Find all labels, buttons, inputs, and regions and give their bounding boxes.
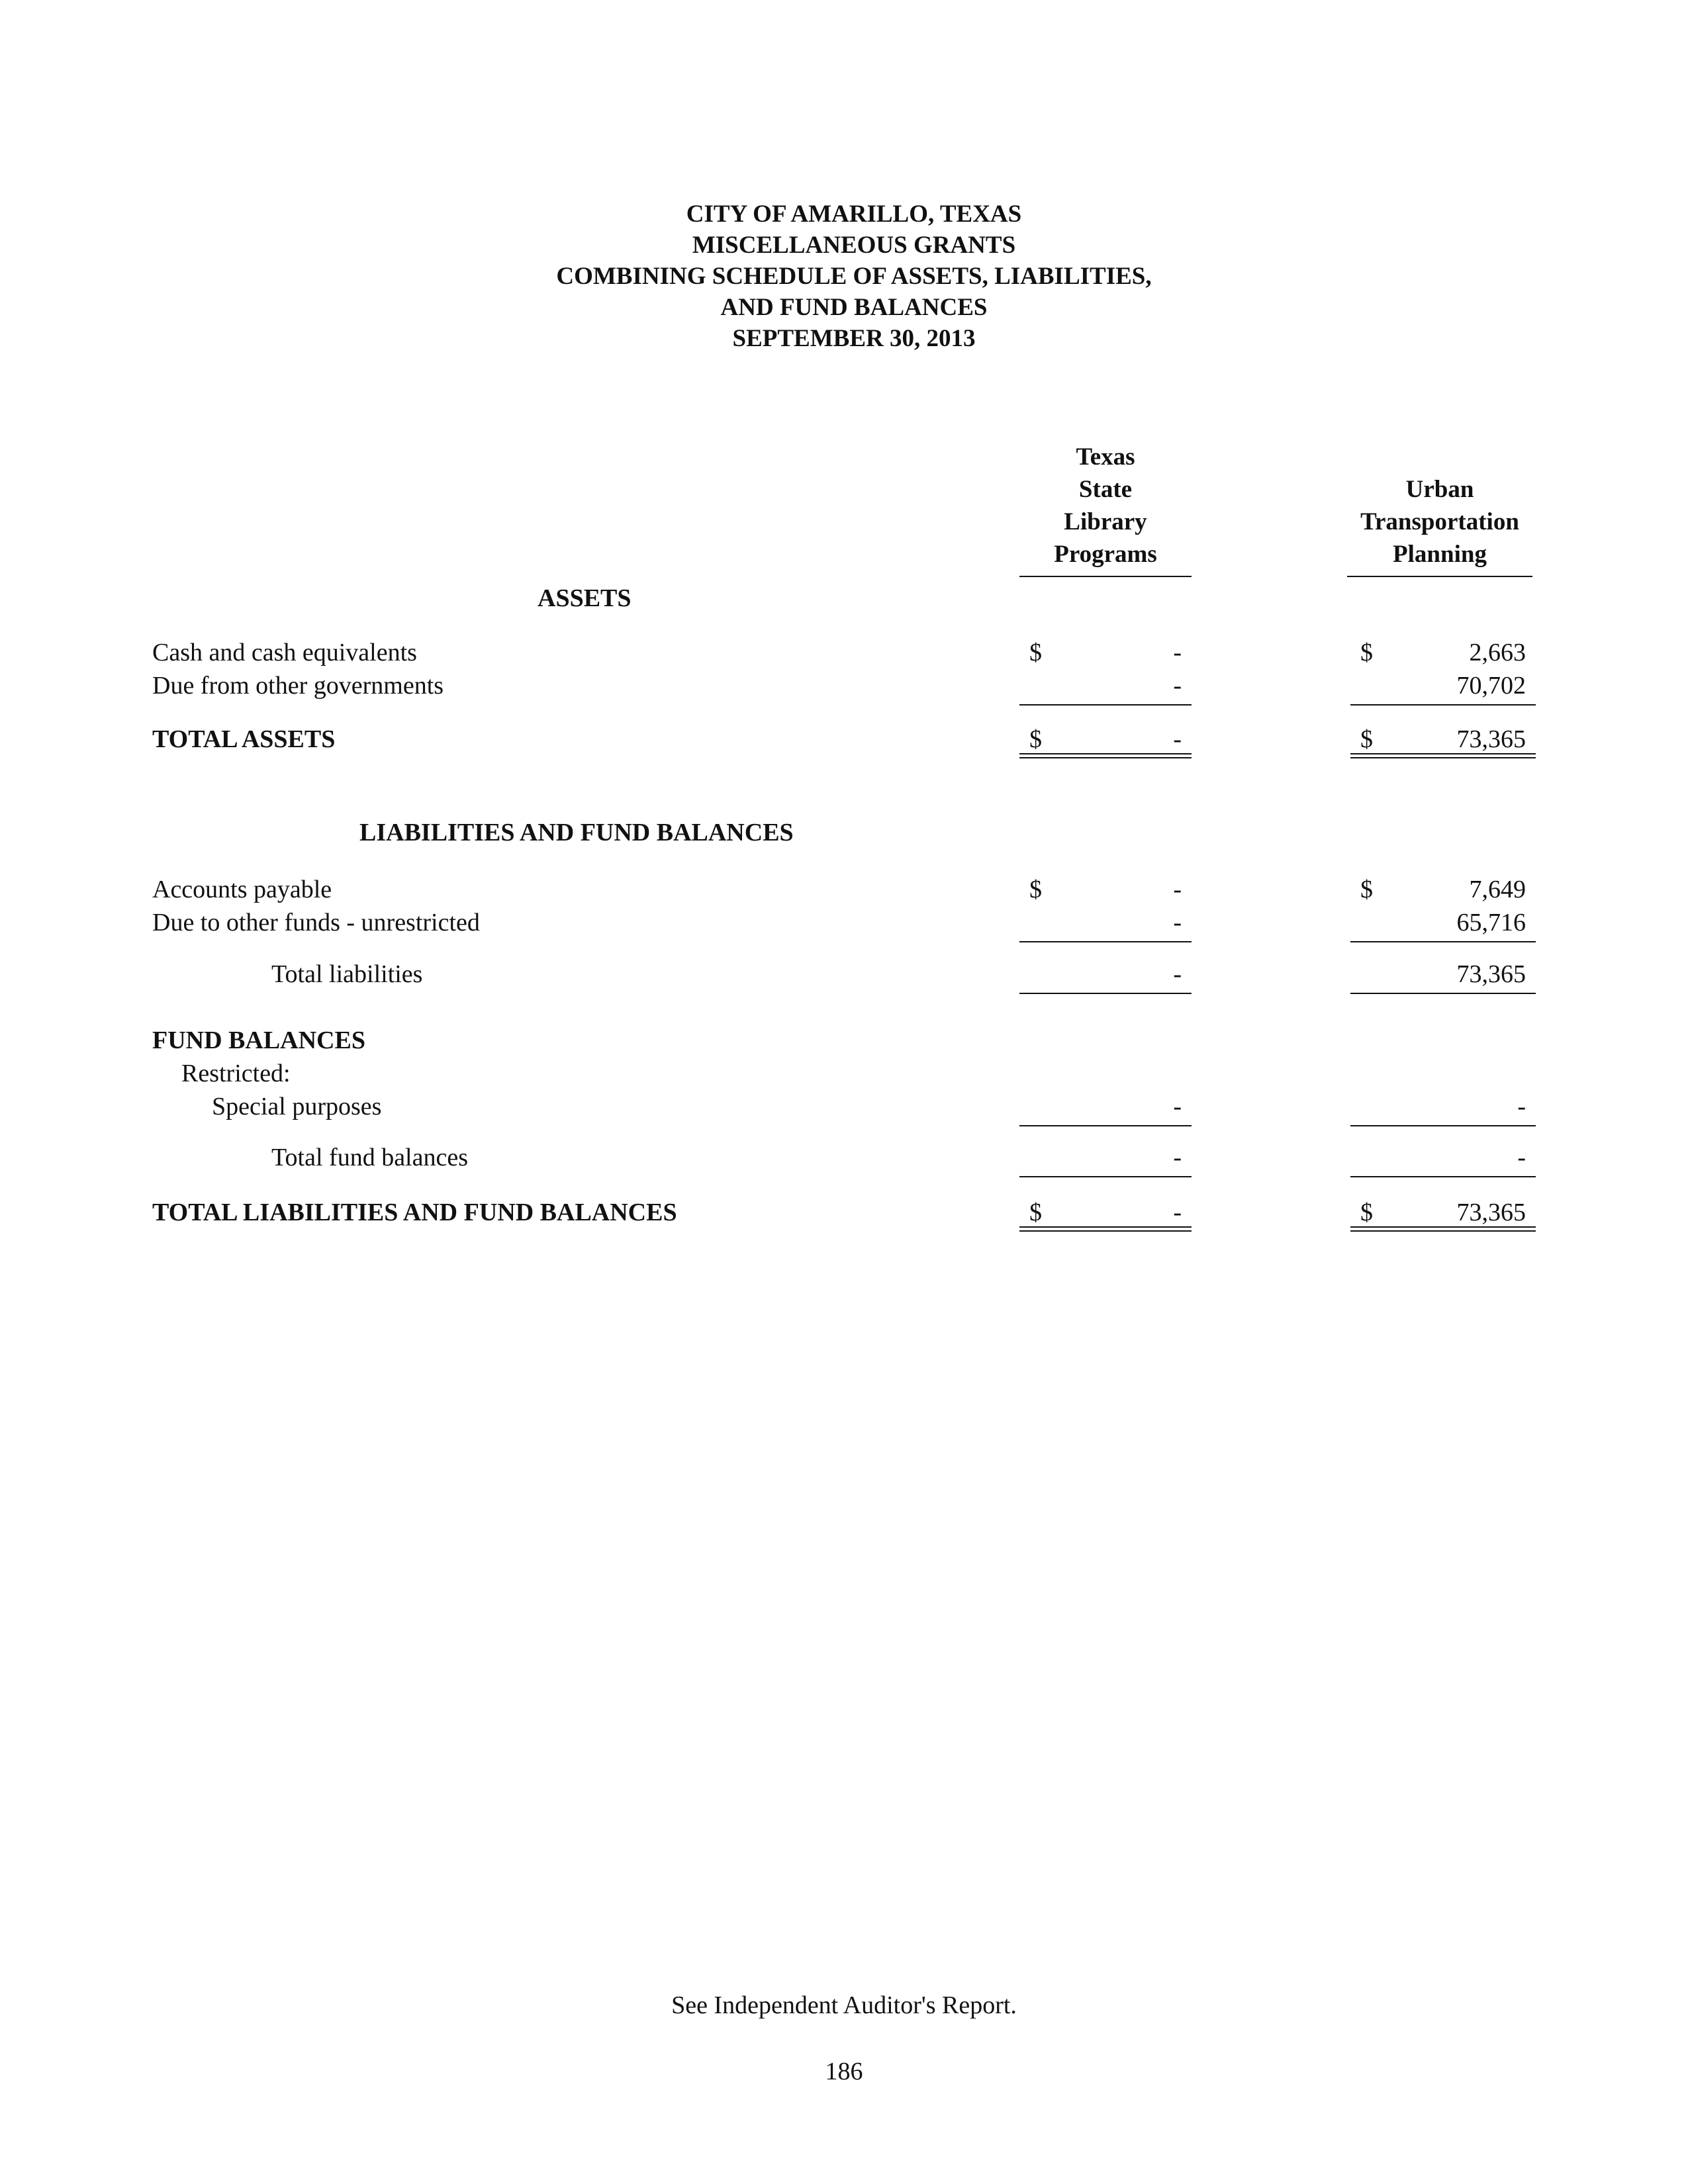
cell-total-fund-balances-col2: -	[1517, 1144, 1526, 1171]
total-double-rule	[1019, 753, 1192, 758]
row-label-total-assets: TOTAL ASSETS	[152, 725, 336, 753]
cell-special-purposes-col1: -	[1173, 1093, 1182, 1120]
row-label-total-liabilities: Total liabilities	[271, 960, 423, 988]
cell-total-liab-fund-col1: -	[1173, 1199, 1182, 1226]
row-label-due-to: Due to other funds - unrestricted	[152, 909, 480, 936]
cell-accounts-payable-col1: -	[1173, 876, 1182, 903]
subtotal-rule	[1019, 1176, 1192, 1177]
document-title	[0, 199, 1688, 354]
section-heading-fund-balances: FUND BALANCES	[152, 1026, 365, 1054]
column-header-underline	[1347, 576, 1532, 577]
title-line-schedule-cont: AND FUND BALANCES	[720, 294, 988, 321]
subtotal-rule	[1350, 704, 1536, 705]
cell-total-assets-col2: 73,365	[1456, 725, 1526, 753]
total-double-rule	[1350, 1226, 1536, 1232]
section-heading-liabilities: LIABILITIES AND FUND BALANCES	[359, 819, 794, 846]
subtotal-rule	[1350, 1176, 1536, 1177]
row-label-due-from: Due from other governments	[152, 672, 444, 700]
total-double-rule	[1350, 753, 1536, 758]
row-label-restricted: Restricted:	[181, 1060, 291, 1087]
currency-symbol: $	[1360, 876, 1373, 903]
subtotal-rule	[1019, 1125, 1192, 1126]
cell-total-fund-balances-col1: -	[1173, 1144, 1182, 1171]
cell-due-to-col1: -	[1173, 909, 1182, 936]
cell-special-purposes-col2: -	[1517, 1093, 1526, 1120]
currency-symbol: $	[1029, 876, 1042, 903]
cell-total-assets-col1: -	[1173, 725, 1182, 753]
total-double-rule	[1019, 1226, 1192, 1232]
currency-symbol: $	[1360, 639, 1373, 666]
cell-due-from-col1: -	[1173, 672, 1182, 700]
row-label-accounts-payable: Accounts payable	[152, 876, 332, 903]
cell-due-to-col2: 65,716	[1456, 909, 1526, 936]
row-label-special-purposes: Special purposes	[212, 1093, 382, 1120]
cell-accounts-payable-col2: 7,649	[1469, 876, 1526, 903]
cell-total-liabilities-col1: -	[1173, 960, 1182, 988]
column-header-underline	[1019, 576, 1192, 577]
currency-symbol: $	[1029, 1199, 1042, 1226]
cell-total-liab-fund-col2: 73,365	[1456, 1199, 1526, 1226]
column-header-urban-transportation: Urban Transportation Planning	[1347, 473, 1532, 570]
title-line-date: SEPTEMBER 30, 2013	[732, 325, 976, 352]
row-label-total-fund-balances: Total fund balances	[271, 1144, 469, 1171]
cell-cash-col2: 2,663	[1469, 639, 1526, 666]
title-line-fund: MISCELLANEOUS GRANTS	[692, 232, 1016, 259]
subtotal-rule	[1019, 993, 1192, 994]
currency-symbol: $	[1029, 725, 1042, 753]
subtotal-rule	[1350, 993, 1536, 994]
subtotal-rule	[1350, 1125, 1536, 1126]
column-header-texas-state-library: Texas State Library Programs	[1019, 441, 1192, 570]
row-label-total-liabilities-fund-balances: TOTAL LIABILITIES AND FUND BALANCES	[152, 1199, 677, 1226]
title-line-schedule: COMBINING SCHEDULE OF ASSETS, LIABILITIES,	[556, 263, 1152, 290]
currency-symbol: $	[1360, 1199, 1373, 1226]
title-line-city: CITY OF AMARILLO, TEXAS	[686, 201, 1022, 228]
currency-symbol: $	[1360, 725, 1373, 753]
cell-due-from-col2: 70,702	[1456, 672, 1526, 700]
subtotal-rule	[1019, 704, 1192, 705]
cell-total-liabilities-col2: 73,365	[1456, 960, 1526, 988]
auditor-report-note: See Independent Auditor's Report.	[671, 1991, 1017, 2019]
currency-symbol: $	[1029, 639, 1042, 666]
subtotal-rule	[1019, 941, 1192, 942]
row-label-cash: Cash and cash equivalents	[152, 639, 417, 666]
page-number: 186	[825, 2058, 863, 2085]
cell-cash-col1: -	[1173, 639, 1182, 666]
section-heading-assets: ASSETS	[538, 584, 632, 612]
subtotal-rule	[1350, 941, 1536, 942]
